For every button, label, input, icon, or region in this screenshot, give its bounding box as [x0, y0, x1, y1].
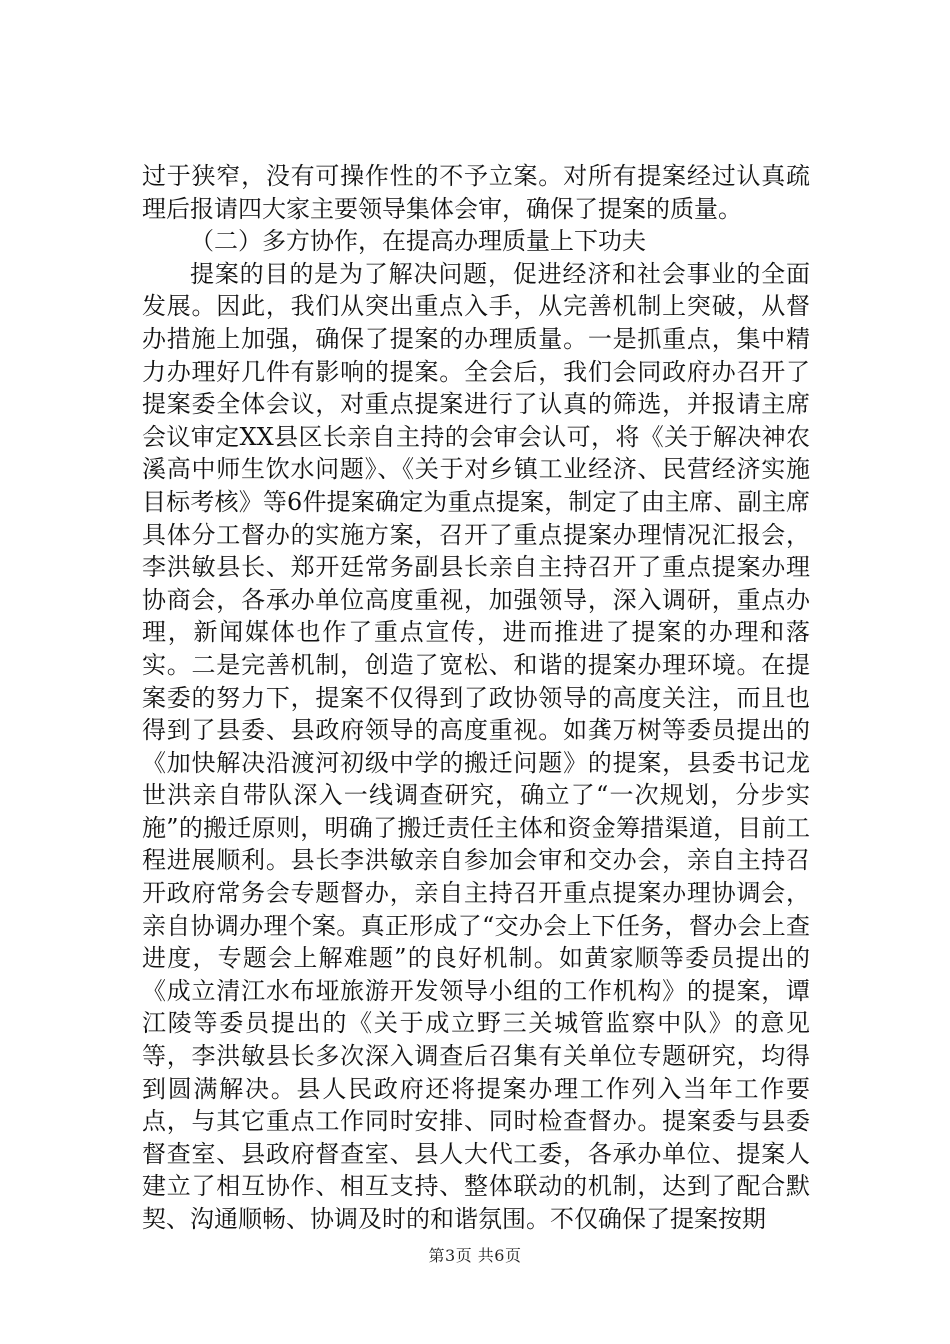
page-footer: 第3页 共6页 — [428, 1246, 522, 1265]
paragraph-body: 提案的目的是为了解决问题，促进经济和社会事业的全面发展。因此，我们从突出重点入手，从完善机制上突破，从督办措施上加强，确保了提案的办理质量。一是抓重点，集中精力办理好几件有影响的提案。全会后，我们会同政府办召开了提案委全体会议，对重点提案进行了认真的筛选，并报请主席会议审定XX县区长亲自主持的会审会认可，将《关于解决神农溪高中师生饮水问题》、《关于对乡镇工业经济、民营经济实施目标考核》等6件提案确定为重点提案，制定了由主席、副主席具体分工督办的实施方案，召开了重点提案办理情况汇报会，李洪敏县长、郑开廷常务副县长亲自主持召开了重点提案办理协商会，各承办单位高度重视，加强领导，深入调研，重点办理，新闻媒体也作了重点宣传，进而推进了提案的办理和落实。二是完善机制，创造了宽松、和谐的提案办理环境。在提案委的努力下，提案不仅得到了政协领导的高度关注，而且也得到了县委、县政府领导的高度重视。如龚万树等委员提出的《加快解决沿渡河初级中学的搬迁问题》的提案，县委书记龙世洪亲自带队深入一线调查研究，确立了“一次规划，分步实施”的搬迁原则，明确了搬迁责任主体和资金筹措渠道，目前工程进展顺利。县长李洪敏亲自参加会审和交办会，亲自主持召开政府常务会专题督办，亲自主持召开重点提案办理协调会，亲自协调办理个案。真正形成了“交办会上下任务，督办会上查进度，专题会上解难题”的良好机制。如黄家顺等委员提出的《成立清江水布垭旅游开发领导小组的工作机构》的提案，谭江陵等委员提出的《关于成立野三关城管监察中队》的意见等，李洪敏县长多次深入调查后召集有关单位专题研究，均得到圆满解决。县人民政府还将提案办理工作列入当年工作要点，与其它重点工作同时安排、同时检查督办。提案委与县委督查室、县政府督查室、县人大代工委，各承办单位、提案人建立了相互协作、相互支持、整体联动的机制，达到了配合默契、沟通顺畅、协调及时的和谐氛围。不仅确保了提案按期 — [142, 259, 810, 1233]
section-heading: （二）多方协作，在提高办理质量上下功夫 — [190, 227, 646, 256]
document-body — [142, 160, 810, 1236]
paragraph-continuation: 过于狭窄，没有可操作性的不予立案。对所有提案经过认真疏理后报请四大家主要领导集体会审，确保了提案的质量。 — [142, 162, 810, 223]
